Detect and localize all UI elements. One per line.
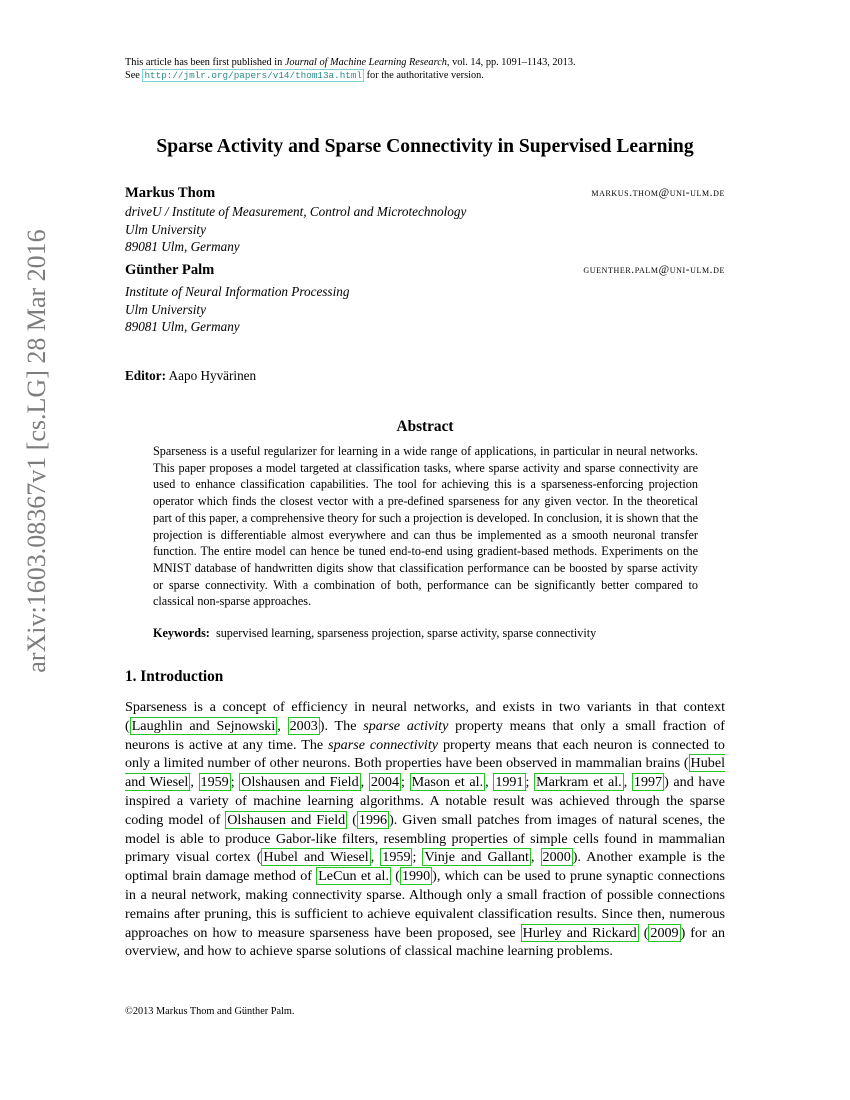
keywords-list: supervised learning, sparseness projection, sparse activity, sparse connectivity [215, 626, 597, 640]
introduction-paragraph: Sparseness is a concept of efficiency in neural networks, and exists in two variants in that context ( Laughlin and Sejnowski , 2003 ). The sparse activity property means that only a small fraction of neurons is active at any time. The sparse connectivity property means that each neuron is connected to only a limited number of other neurons. Both properties have been observed in mammalian brains ( Hubel and Wiesel , 1959 ; Olshausen and Field , 2004 ; Mason et al. , 1991 ; Markram et al. , 1997 ) and have inspired a variety of machine learning algorithms. A notable result was achieved through the sparse coding model of Olshausen and Field ( 1996 ). Given small patches from images of natural scenes, the model is able to produce Gabor-like filters, resembling properties of simple cells found in mammalian primary visual cortex ( Hubel and Wiesel , 1959 ; Vinje and Gallant , 2000 ). Another example is the optimal brain damage method of LeCun et al. ( 1990 ), which can be used to prune synaptic connections in a neural network, making connectivity sparse. Although only a small fraction of possible connections remains after pruning, this is sufficient to achieve equivalent classification results. Since then, numerous approaches on how to measure sparseness have been proposed, see Hurley and Rickard ( 2009 ) for an overview, and how to achieve sparse solutions of classical machine learning problems. [125, 699, 726, 960]
citation-link[interactable]: Laughlin and Sejnowski [131, 717, 276, 734]
author-block-palm [125, 262, 725, 279]
author-affiliation [125, 203, 466, 256]
citation-link[interactable]: Hubel and Wiesel [263, 849, 369, 866]
citation-link[interactable]: Vinje and Gallant [424, 849, 529, 866]
journal-name: Journal of Machine Learning Research [284, 57, 447, 68]
abstract-heading: Abstract [396, 418, 454, 435]
author-name: Markus Thom [125, 185, 216, 201]
citation-link[interactable]: Mason et al. [411, 774, 484, 791]
citation-year-link[interactable]: 1997 [633, 774, 663, 791]
pubnote-text: This article has been first published in [125, 57, 285, 68]
citation-year-link[interactable]: 1990 [401, 868, 431, 885]
citation-year-link[interactable]: 1996 [358, 811, 388, 828]
affiliation-line: Ulm University [125, 221, 206, 237]
citation-link[interactable]: Olshausen and Field [227, 811, 346, 828]
journal-url-link[interactable]: http://jmlr.org/papers/v14/thom13a.html [144, 70, 363, 81]
author-email: markus.thom@uni-ulm.de [591, 187, 725, 199]
arxiv-stamp: arXiv:1603.08367v1 [cs.LG] 28 Mar 2016 [22, 229, 51, 673]
citation-link[interactable]: Markram et al. [536, 774, 622, 791]
citation-year-link[interactable]: 1959 [200, 774, 229, 791]
section-heading: 1. Introduction [125, 668, 224, 685]
affiliation-line: driveU / Institute of Measurement, Control and Microtechnology [125, 204, 467, 219]
affiliation-line: 89081 Ulm, Germany [125, 319, 240, 334]
affiliation-line: Ulm University [125, 301, 206, 317]
editor-line [125, 368, 256, 384]
citation-year-link[interactable]: 2004 [370, 774, 399, 791]
author-block-thom [125, 185, 725, 202]
keywords-line [153, 626, 713, 641]
author-name: Günther Palm [125, 262, 215, 278]
abstract-text: Sparseness is a useful regularizer for learning in a wide range of applications, in particular in neural networks. This paper proposes a model targeted at classification tasks, where sparse activity and sparse connectivity are used to enhance classification capabilities. The tool for achieving this is a sparseness-enforcing projection operator which finds the closest vector with a pre-defined sparseness for any given vector. In the theoretical part of this paper, a comprehensive theory for such a projection is developed. In conclusion, it is shown that the projection is differentiable almost everywhere and can thus be implemented as a smooth neuronal transfer function. The entire model can hence be tuned end-to-end using gradient-based methods. Experiments on the MNIST database of handwritten digits show that classification performance can be boosted by sparse activity or sparse connectivity. With a combination of both, performance can be significantly better compared to classical non-sparse approaches. [153, 444, 698, 609]
emphasis-text: sparse connectivity [328, 736, 438, 753]
editor-name: Aapo Hyvärinen [166, 368, 257, 383]
affiliation-line: Institute of Neural Information Processing [125, 284, 350, 299]
affiliation-line: 89081 Ulm, Germany [125, 239, 240, 254]
editor-label: Editor: [125, 368, 167, 383]
pubnote-text: , vol. 14, pp. 1091–1143, 2013. [446, 57, 576, 68]
pubnote-text: See [125, 70, 143, 81]
citation-link[interactable]: Olshausen and Field [241, 774, 359, 791]
pubnote-text: for the authoritative version. [364, 70, 484, 81]
citation-year-link[interactable]: 2009 [650, 924, 679, 941]
copyright-notice: ©2013 Markus Thom and Günther Palm. [125, 1006, 295, 1017]
paper-title: Sparse Activity and Sparse Connectivity in Supervised Learning [156, 136, 694, 157]
author-affiliation [125, 283, 349, 336]
citation-link[interactable]: Hubel and Wiesel [125, 755, 725, 791]
citation-link[interactable]: LeCun et al. [318, 868, 389, 885]
citation-year-link[interactable]: 2000 [542, 849, 571, 866]
emphasis-text: sparse activity [363, 717, 449, 734]
citation-year-link[interactable]: 1991 [495, 774, 524, 791]
citation-link[interactable]: Hurley and Rickard [522, 924, 637, 941]
author-email: guenther.palm@uni-ulm.de [583, 264, 725, 276]
keywords-label: Keywords: [153, 626, 210, 640]
publication-note [125, 56, 765, 82]
citation-year-link[interactable]: 2003 [289, 717, 318, 734]
citation-year-link[interactable]: 1959 [382, 849, 411, 866]
